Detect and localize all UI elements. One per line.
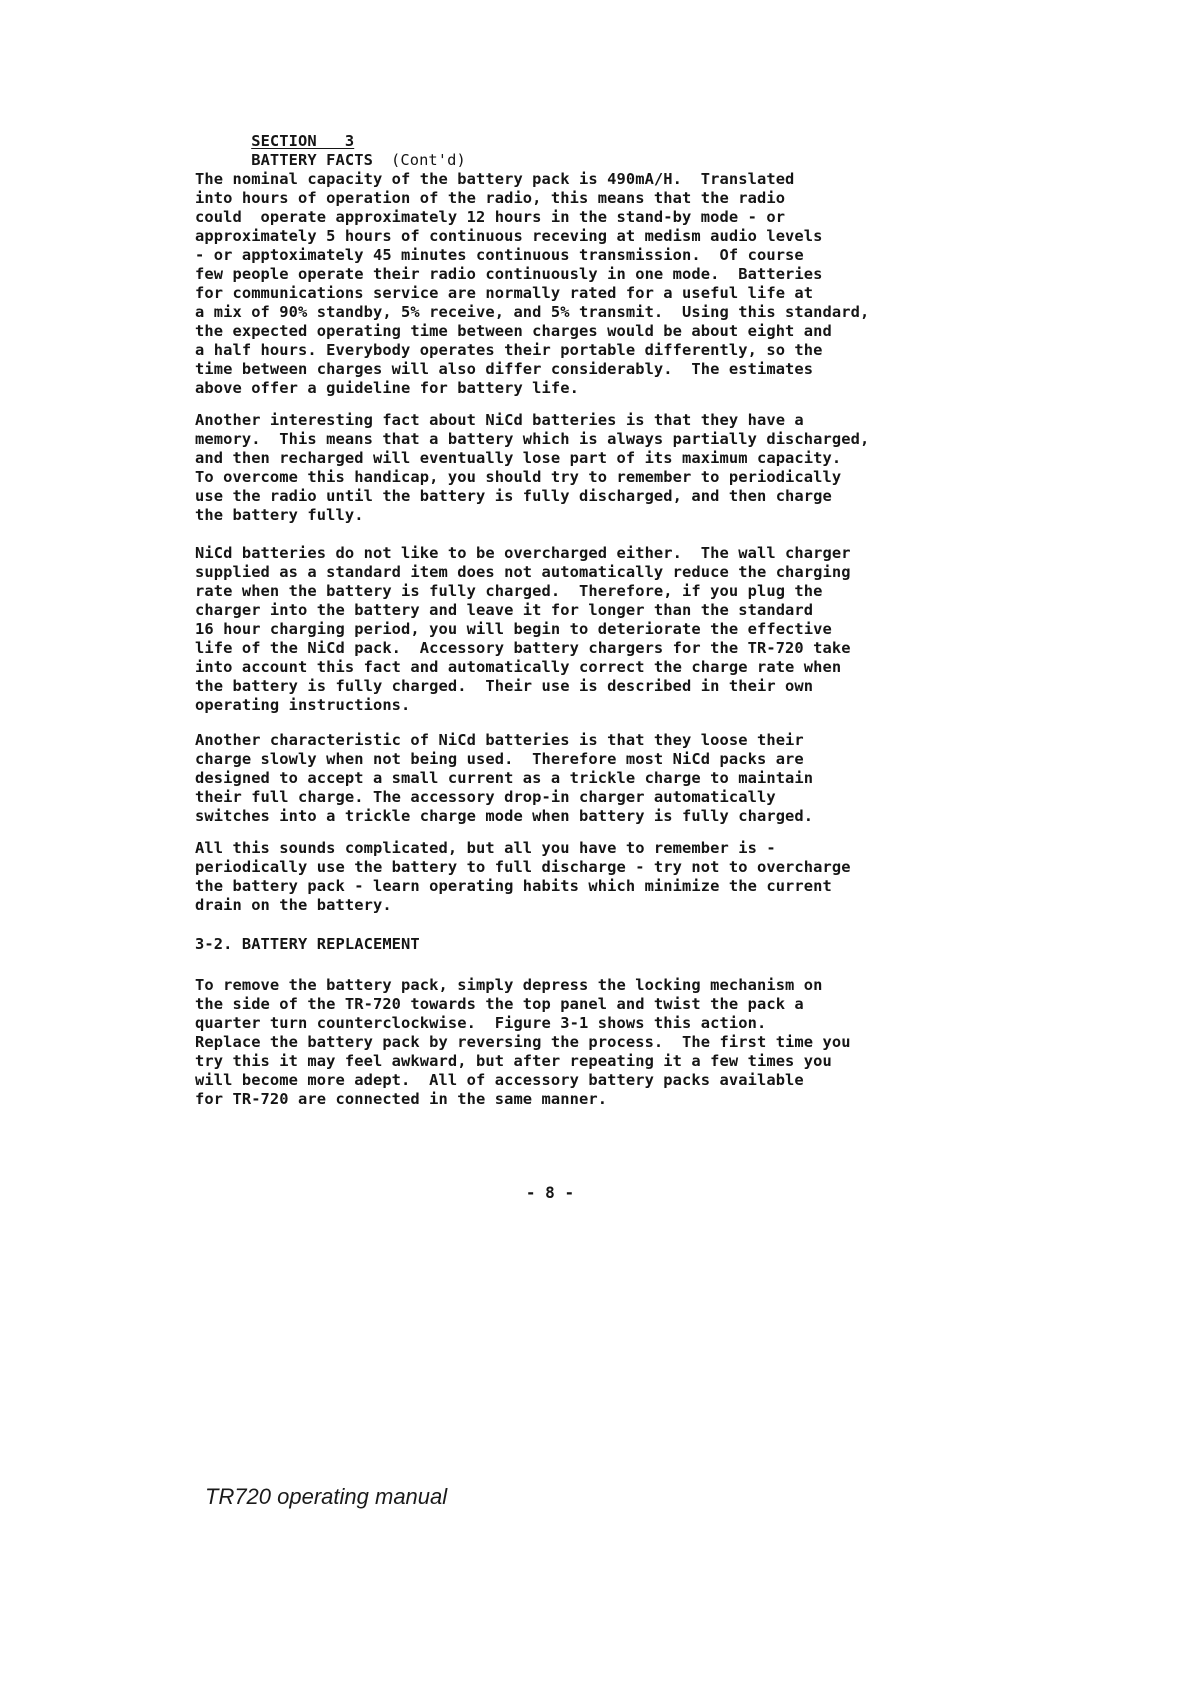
text-line: supplied as a standard item does not automatically reduce the charging — [195, 563, 851, 581]
text-line: the side of the TR-720 towards the top panel and twist the pack a — [195, 995, 804, 1013]
subsection-heading — [195, 935, 975, 954]
text-line: quarter turn counterclockwise. Figure 3-1 shows this action. — [195, 1014, 767, 1032]
text-line: the expected operating time between charges would be about eight and — [195, 322, 832, 340]
text-line: their full charge. The accessory drop-in charger automatically — [195, 788, 776, 806]
text-line: use the radio until the battery is fully discharged, and then charge — [195, 487, 832, 505]
text-line: and then recharged will eventually lose part of its maximum capacity. — [195, 449, 842, 467]
text-line: To overcome this handicap, you should try to remember to periodically — [195, 468, 842, 486]
text-line: Replace the battery pack by reversing the process. The first time you — [195, 1033, 851, 1051]
section-number: SECTION 3 — [251, 132, 355, 150]
text-line: life of the NiCd pack. Accessory battery chargers for the TR-720 take — [195, 639, 851, 657]
text-line: above offer a guideline for battery life. — [195, 379, 580, 397]
text-line: memory. This means that a battery which is always partially discharged, — [195, 430, 870, 448]
text-line: for communications service are normally rated for a useful life at — [195, 284, 814, 302]
paragraph-summary — [195, 839, 975, 915]
text-line: Another characteristic of NiCd batteries is that they loose their — [195, 731, 804, 749]
text-line: time between charges will also differ considerably. The estimates — [195, 360, 814, 378]
text-line: few people operate their radio continuously in one mode. Batteries — [195, 265, 823, 283]
text-line: try this it may feel awkward, but after repeating it a few times you — [195, 1052, 832, 1070]
text-line: All this sounds complicated, but all you have to remember is - — [195, 839, 776, 857]
text-line: for TR-720 are connected in the same manner. — [195, 1090, 608, 1108]
text-line: rate when the battery is fully charged. Therefore, if you plug the — [195, 582, 823, 600]
text-line: approximately 5 hours of continuous receving at medism audio levels — [195, 227, 823, 245]
text-line: The nominal capacity of the battery pack is 490mA/H. Translated — [195, 170, 795, 188]
text-line: switches into a trickle charge mode when battery is fully charged. — [195, 807, 814, 825]
text-line: periodically use the battery to full discharge - try not to overcharge — [195, 858, 851, 876]
paragraph-nicd-memory — [195, 411, 975, 525]
text-line: a mix of 90% standby, 5% receive, and 5% transmit. Using this standard, — [195, 303, 870, 321]
document-footer: TR720 operating manual — [205, 1484, 448, 1509]
text-line: - or apptoximately 45 minutes continuous transmission. Of course — [195, 246, 804, 264]
paragraph-overcharging — [195, 544, 975, 715]
text-line: NiCd batteries do not like to be overcharged either. The wall charger — [195, 544, 851, 562]
paragraph-battery-capacity — [195, 170, 975, 398]
text-line: into account this fact and automatically correct the charge rate when — [195, 658, 842, 676]
text-line: Another interesting fact about NiCd batteries is that they have a — [195, 411, 804, 429]
paragraph-battery-replacement — [195, 976, 975, 1109]
text-line: To remove the battery pack, simply depress the locking mechanism on — [195, 976, 823, 994]
text-line: the battery fully. — [195, 506, 364, 524]
text-line: drain on the battery. — [195, 896, 392, 914]
text-line: operating instructions. — [195, 696, 411, 714]
page-number: - 8 - — [525, 1183, 575, 1202]
text-line: could operate approximately 12 hours in the stand-by mode - or — [195, 208, 786, 226]
heading-battery-replacement: 3-2. BATTERY REPLACEMENT — [195, 935, 420, 953]
text-line: charger into the battery and leave it for longer than the standard — [195, 601, 814, 619]
section-title: BATTERY FACTS — [251, 151, 373, 169]
text-line: will become more adept. All of accessory battery packs available — [195, 1071, 804, 1089]
text-line: the battery pack - learn operating habits which minimize the current — [195, 877, 832, 895]
section-header — [195, 113, 795, 169]
continued-label: (Cont'd) — [390, 151, 466, 169]
text-line: 16 hour charging period, you will begin to deteriorate the effective — [195, 620, 832, 638]
text-line: designed to accept a small current as a trickle charge to maintain — [195, 769, 814, 787]
text-line: a half hours. Everybody operates their portable differently, so the — [195, 341, 823, 359]
text-line: charge slowly when not being used. Therefore most NiCd packs are — [195, 750, 804, 768]
paragraph-self-discharge — [195, 731, 975, 826]
text-line: into hours of operation of the radio, this means that the radio — [195, 189, 786, 207]
text-line: the battery is fully charged. Their use is described in their own — [195, 677, 814, 695]
